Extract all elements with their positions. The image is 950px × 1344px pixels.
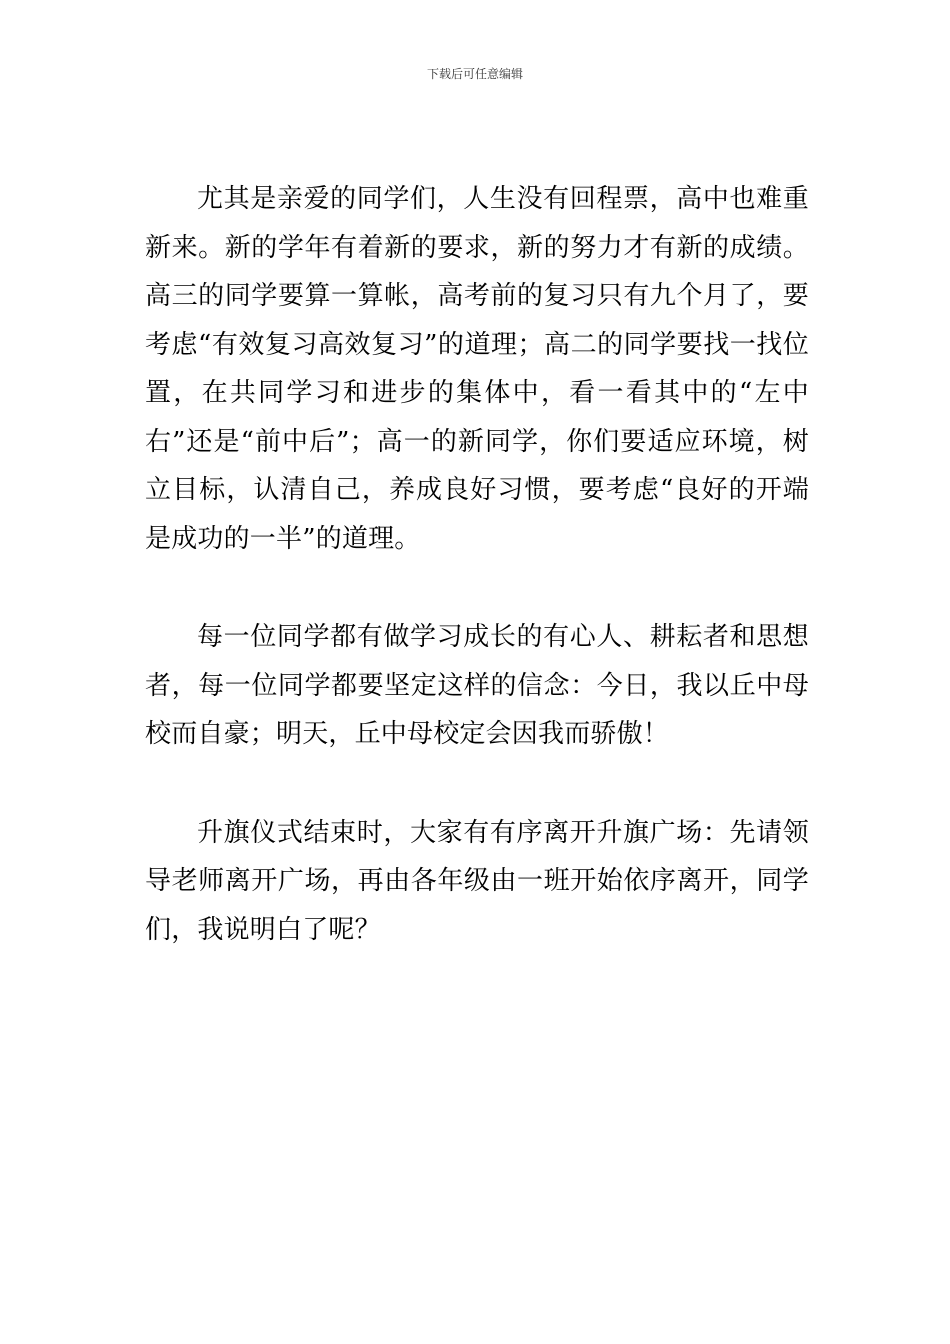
paragraph-3: 升旗仪式结束时，大家有有序离开升旗广场：先请领导老师离开广场，再由各年级由一班开始依序离开，同学们，我说明白了呢？ xyxy=(145,817,809,945)
paragraph-1: 尤其是亲爱的同学们，人生没有回程票，高中也难重新来。新的学年有着新的要求，新的努力才有新的成绩。高三的同学要算一算帐，高考前的复习只有九个月了，要考虑“有效复习高效复习”的道理；高二的同学要找一找位置，在共同学习和进步的集体中，看一看其中的“左中右”还是“前中后”；高一的新同学，你们要适应环境，树立目标，认清自己，养成良好习惯，要考虑“良好的开端是成功的一半”的道理。 xyxy=(145,184,809,554)
page-header-note: 下载后可任意编辑 xyxy=(426,67,523,81)
document-body xyxy=(145,175,809,1004)
paragraph-2: 每一位同学都有做学习成长的有心人、耕耘者和思想者，每一位同学都要坚定这样的信念：今日，我以丘中母校而自豪；明天，丘中母校定会因我而骄傲！ xyxy=(145,622,809,749)
